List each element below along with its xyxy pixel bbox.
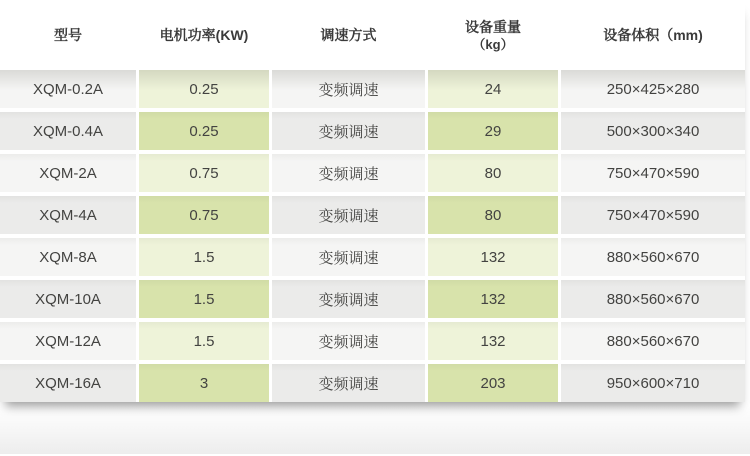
cell-speed: 变频调速: [272, 196, 425, 234]
cell-power: 1.5: [139, 238, 269, 276]
column-header-volume: [561, 0, 745, 66]
page-background-bottom: [0, 402, 750, 454]
column-header-model-label: 型号: [54, 27, 82, 44]
cell-power: 1.5: [139, 280, 269, 318]
column-header-weight-label: 设备重量: [465, 19, 521, 36]
cell-weight: 132: [428, 322, 558, 360]
column-header-weight-unit: （kg）: [472, 36, 514, 52]
column-header-model: [0, 0, 136, 66]
cell-volume: 500×300×340: [561, 112, 745, 150]
cell-weight: 132: [428, 280, 558, 318]
cell-power: 0.25: [139, 112, 269, 150]
cell-weight: 132: [428, 238, 558, 276]
cell-power: 0.75: [139, 154, 269, 192]
cell-speed: 变频调速: [272, 280, 425, 318]
cell-speed: 变频调速: [272, 322, 425, 360]
cell-model: XQM-0.2A: [0, 70, 136, 108]
cell-volume: 880×560×670: [561, 238, 745, 276]
cell-weight: 80: [428, 196, 558, 234]
column-header-weight: [428, 0, 558, 66]
cell-model: XQM-8A: [0, 238, 136, 276]
cell-volume: 880×560×670: [561, 280, 745, 318]
cell-volume: 950×600×710: [561, 364, 745, 402]
column-header-power-label: 电机功率(KW): [159, 27, 249, 44]
cell-model: XQM-16A: [0, 364, 136, 402]
column-header-volume-label: 设备体积（mm): [603, 27, 703, 44]
cell-speed: 变频调速: [272, 70, 425, 108]
cell-speed: 变频调速: [272, 238, 425, 276]
cell-weight: 203: [428, 364, 558, 402]
column-header-speed-mode-label: 调速方式: [320, 27, 377, 44]
cell-volume: 750×470×590: [561, 196, 745, 234]
cell-speed: 变频调速: [272, 154, 425, 192]
cell-model: XQM-2A: [0, 154, 136, 192]
cell-power: 1.5: [139, 322, 269, 360]
cell-power: 3: [139, 364, 269, 402]
cell-model: XQM-10A: [0, 280, 136, 318]
cell-volume: 250×425×280: [561, 70, 745, 108]
cell-speed: 变频调速: [272, 112, 425, 150]
cell-model: XQM-0.4A: [0, 112, 136, 150]
cell-volume: 750×470×590: [561, 154, 745, 192]
column-header-power: [139, 0, 269, 66]
cell-weight: 80: [428, 154, 558, 192]
cell-model: XQM-12A: [0, 322, 136, 360]
cell-weight: 29: [428, 112, 558, 150]
cell-power: 0.75: [139, 196, 269, 234]
cell-model: XQM-4A: [0, 196, 136, 234]
cell-power: 0.25: [139, 70, 269, 108]
cell-volume: 880×560×670: [561, 322, 745, 360]
cell-weight: 24: [428, 70, 558, 108]
column-header-speed-mode: [272, 0, 425, 66]
cell-speed: 变频调速: [272, 364, 425, 402]
